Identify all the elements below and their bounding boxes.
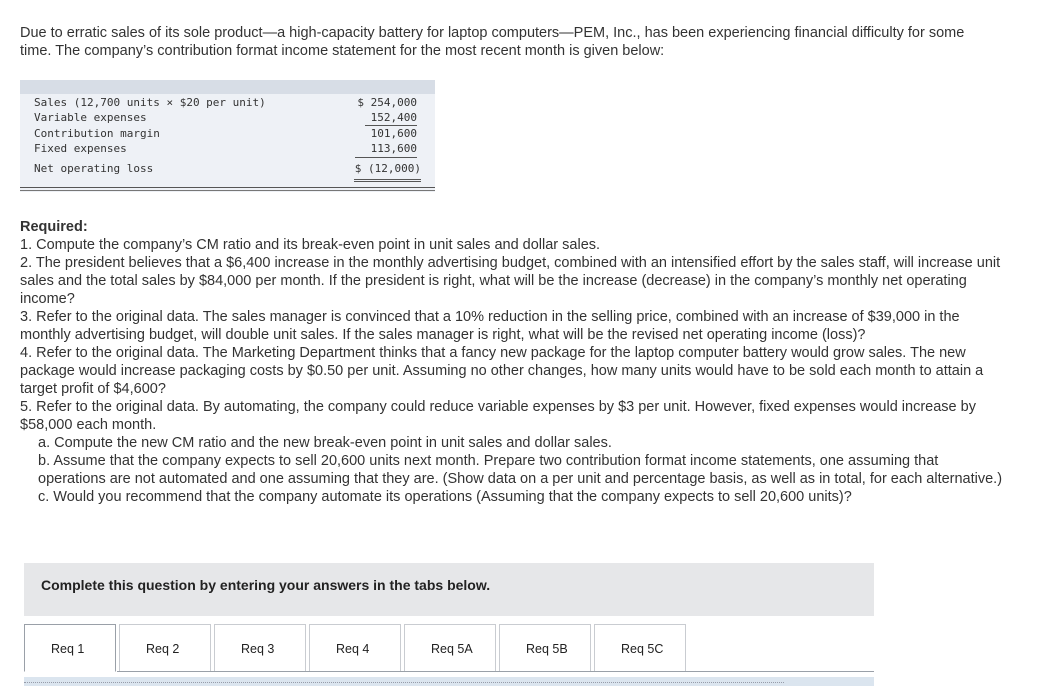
table-bottom-rule xyxy=(20,187,435,191)
row-label: Net operating loss xyxy=(34,162,154,175)
tab-label: Req 5A xyxy=(431,642,473,656)
required-item-1: 1. Compute the company’s CM ratio and its break-even point in unit sales and dollar sales. xyxy=(20,237,601,253)
row-value: 152,400 xyxy=(370,111,417,124)
tab-label: Req 2 xyxy=(146,642,180,656)
required-item-3: 3. Refer to the original data. The sales manager is convinced that a 10% reduction in the selling price, combined with an increase of $39,000 in the monthly advertising budget, will double unit sales. If the sales manager is right, what will be the revised net operating income (loss)? xyxy=(20,309,960,343)
required-sub-item-a: a. Compute the new CM ratio and the new break-even point in unit sales and dollar sales. xyxy=(38,435,612,451)
tab-label: Req 5B xyxy=(526,642,568,656)
tab-req-3[interactable] xyxy=(214,624,306,672)
tab-content-clipped-text xyxy=(24,682,784,686)
tab-req-5c[interactable] xyxy=(594,624,686,672)
tab-req-5b[interactable] xyxy=(499,624,591,672)
table-row-sales xyxy=(20,96,435,111)
subtotal-rule xyxy=(355,157,417,158)
tabs-baseline xyxy=(117,671,874,672)
required-item-2: 2. The president believes that a $6,400 increase in the monthly advertising budget, combined with an intensified effort by the sales staff, will increase unit sales and the total sales by $84,000 per month. If the president is right, what will be the increase (decrease) in the company’s monthly net operating income? xyxy=(20,255,1001,307)
tab-label: Req 4 xyxy=(336,642,370,656)
table-header-bar xyxy=(20,80,435,94)
row-label: Contribution margin xyxy=(34,127,160,140)
required-section xyxy=(20,218,1010,506)
tab-req-1[interactable] xyxy=(24,624,116,672)
row-label: Variable expenses xyxy=(34,111,147,124)
tab-label: Req 5C xyxy=(621,642,664,656)
total-double-rule xyxy=(354,179,421,182)
intro-text: Due to erratic sales of its sole product—a high-capacity battery for laptop computers—PEM, Inc., has been experiencing financial difficulty for some time. The company’s contribution format income statement for the most recent month is given below: xyxy=(20,25,965,59)
required-item-4: 4. Refer to the original data. The Marketing Department thinks that a fancy new package for the laptop computer battery would grow sales. The new package would increase packaging costs by $0.50 per unit. Assuming no other changes, how many units would have to be sold each month to attain a target profit of $4,600? xyxy=(20,345,984,397)
tab-label: Req 1 xyxy=(51,642,85,656)
table-row-fixed-expenses xyxy=(20,142,435,157)
subtotal-rule xyxy=(365,125,417,126)
tab-req-4[interactable] xyxy=(309,624,401,672)
table-row-variable-expenses xyxy=(20,111,435,126)
row-value: $ (12,000) xyxy=(354,162,421,175)
income-statement-table xyxy=(20,80,435,192)
instruction-text: Complete this question by entering your answers in the tabs below. xyxy=(41,577,491,593)
required-item-5: 5. Refer to the original data. By automating, the company could reduce variable expenses by $3 per unit. However, fixed expenses would increase by $58,000 each month. xyxy=(20,399,976,433)
row-value: 113,600 xyxy=(370,142,417,155)
row-label: Sales (12,700 units × $20 per unit) xyxy=(34,96,266,109)
table-row-contribution-margin xyxy=(20,127,435,142)
tab-label: Req 3 xyxy=(241,642,275,656)
instruction-banner xyxy=(24,563,874,616)
required-sub-item-c: c. Would you recommend that the company automate its operations (Assuming that the company expects to sell 20,600 units)? xyxy=(38,489,852,505)
required-sub-item-b: b. Assume that the company expects to sell 20,600 units next month. Prepare two contribution format income statements, one assuming that operations are not automated and one assuming that they are. (Show data on a per unit and percentage basis, as well as in total, for each alternative.) xyxy=(38,453,1003,487)
row-label: Fixed expenses xyxy=(34,142,127,155)
tab-req-5a[interactable] xyxy=(404,624,496,672)
table-row-net-operating-loss xyxy=(20,162,435,177)
required-title: Required: xyxy=(20,219,88,235)
row-value: $ 254,000 xyxy=(357,96,417,109)
tab-req-2[interactable] xyxy=(119,624,211,672)
answer-tabs xyxy=(24,624,874,672)
row-value: 101,600 xyxy=(370,127,417,140)
